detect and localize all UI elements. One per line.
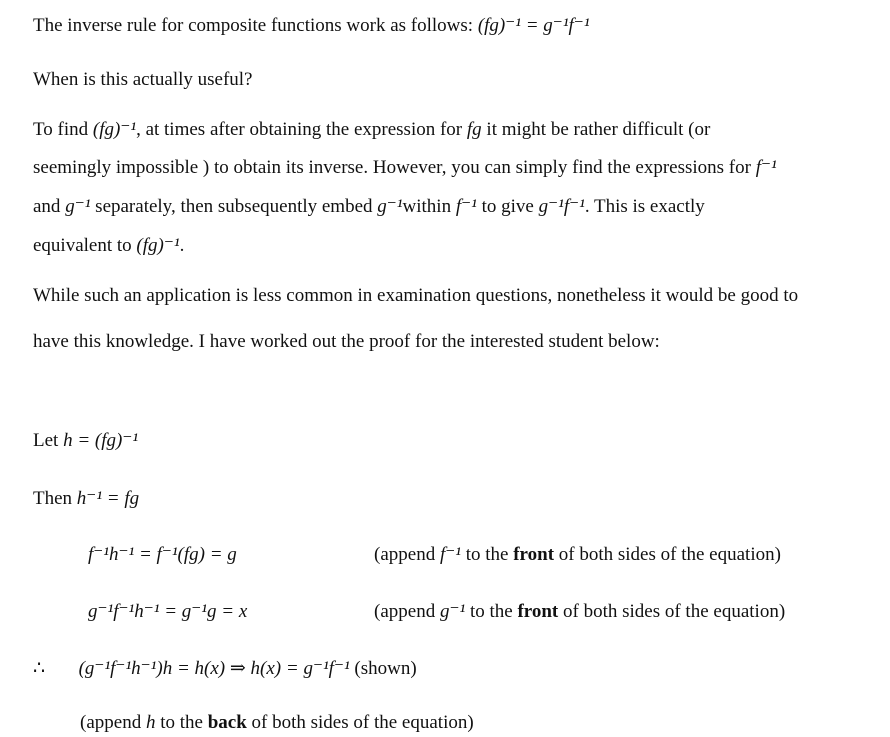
math-f-inverse: f⁻¹: [755, 157, 777, 178]
step1-formula: f⁻¹h⁻¹ = f⁻¹(fg) = g: [88, 544, 237, 565]
text-span: , at times after obtaining the expression for: [136, 119, 463, 140]
proof-step2-note: [374, 600, 785, 624]
proof-step2-formula: [88, 600, 247, 624]
text-span: separately, then subsequently embed: [95, 196, 373, 217]
math-f-inverse: f⁻¹: [455, 196, 477, 217]
proof-step3: [33, 657, 417, 681]
text-span: to give: [481, 196, 534, 217]
text-span: it might be rather difficult (or: [486, 119, 711, 140]
math-g-inverse: g⁻¹: [377, 196, 403, 217]
text-span: and: [33, 196, 61, 217]
step2-formula: g⁻¹f⁻¹h⁻¹ = g⁻¹g = x: [88, 601, 248, 622]
proof-step1-formula: [88, 543, 237, 567]
text-span: .: [179, 235, 185, 256]
text-span: of both sides of the equation): [558, 544, 781, 565]
proof-let: [33, 429, 138, 453]
let-label: Let: [33, 430, 59, 451]
text-span: of both sides of the equation): [251, 712, 474, 733]
text-span: (append: [374, 544, 436, 565]
para2-line2: have this knowledge. I have worked out the proof for the interested student below:: [33, 331, 660, 352]
shown-label: (shown): [354, 658, 417, 679]
then-label: Then: [33, 488, 73, 509]
math-f-inverse: f⁻¹: [439, 544, 461, 565]
text-span: within: [402, 196, 452, 217]
proof-step1-note: [374, 543, 781, 567]
therefore-symbol: ∴: [33, 658, 46, 679]
math-g-inverse: g⁻¹: [65, 196, 91, 217]
emphasis-back: back: [207, 712, 247, 733]
text-span: (append: [374, 601, 436, 622]
text-span: seemingly impossible ) to obtain its inverse. However, you can simply find the expressions for: [33, 157, 751, 178]
text-span: to the: [160, 712, 203, 733]
then-formula: h⁻¹ = fg: [76, 488, 140, 509]
para1-line1: [33, 118, 710, 142]
math-h: h: [145, 712, 156, 733]
math-fg-inverse: (fg)⁻¹: [92, 119, 137, 140]
emphasis-front: front: [517, 601, 559, 622]
step3-formula: (g⁻¹f⁻¹h⁻¹)h = h(x) ⇒ h(x) = g⁻¹f⁻¹: [78, 658, 350, 679]
text-span: to the: [465, 544, 509, 565]
proof-step4-note: [80, 711, 474, 735]
para2-line1: While such an application is less common in examination questions, nonetheless it would be good to: [33, 285, 799, 306]
text-span: of both sides of the equation): [563, 601, 786, 622]
text-span: equivalent to: [33, 235, 132, 256]
intro-line: [33, 14, 590, 38]
para1-line2: [33, 156, 777, 180]
proof-then: [33, 487, 139, 511]
para1-line4: [33, 234, 184, 258]
text-span: . This is exactly: [584, 196, 705, 217]
math-g-inverse: g⁻¹: [439, 601, 466, 622]
text-span: to the: [469, 601, 513, 622]
question-line: When is this actually useful?: [33, 69, 253, 90]
let-formula: h = (fg)⁻¹: [63, 430, 139, 451]
para1-line3: [33, 195, 705, 219]
math-fg: fg: [466, 119, 482, 140]
text-span: To find: [33, 119, 89, 140]
math-fg-inverse: (fg)⁻¹: [136, 235, 180, 256]
intro-text: The inverse rule for composite functions work as follows:: [33, 15, 474, 36]
emphasis-front: front: [513, 544, 555, 565]
text-span: (append: [80, 712, 142, 733]
intro-formula: (fg)⁻¹ = g⁻¹f⁻¹: [477, 15, 590, 36]
math-g-inv-f-inv: g⁻¹f⁻¹: [538, 196, 585, 217]
